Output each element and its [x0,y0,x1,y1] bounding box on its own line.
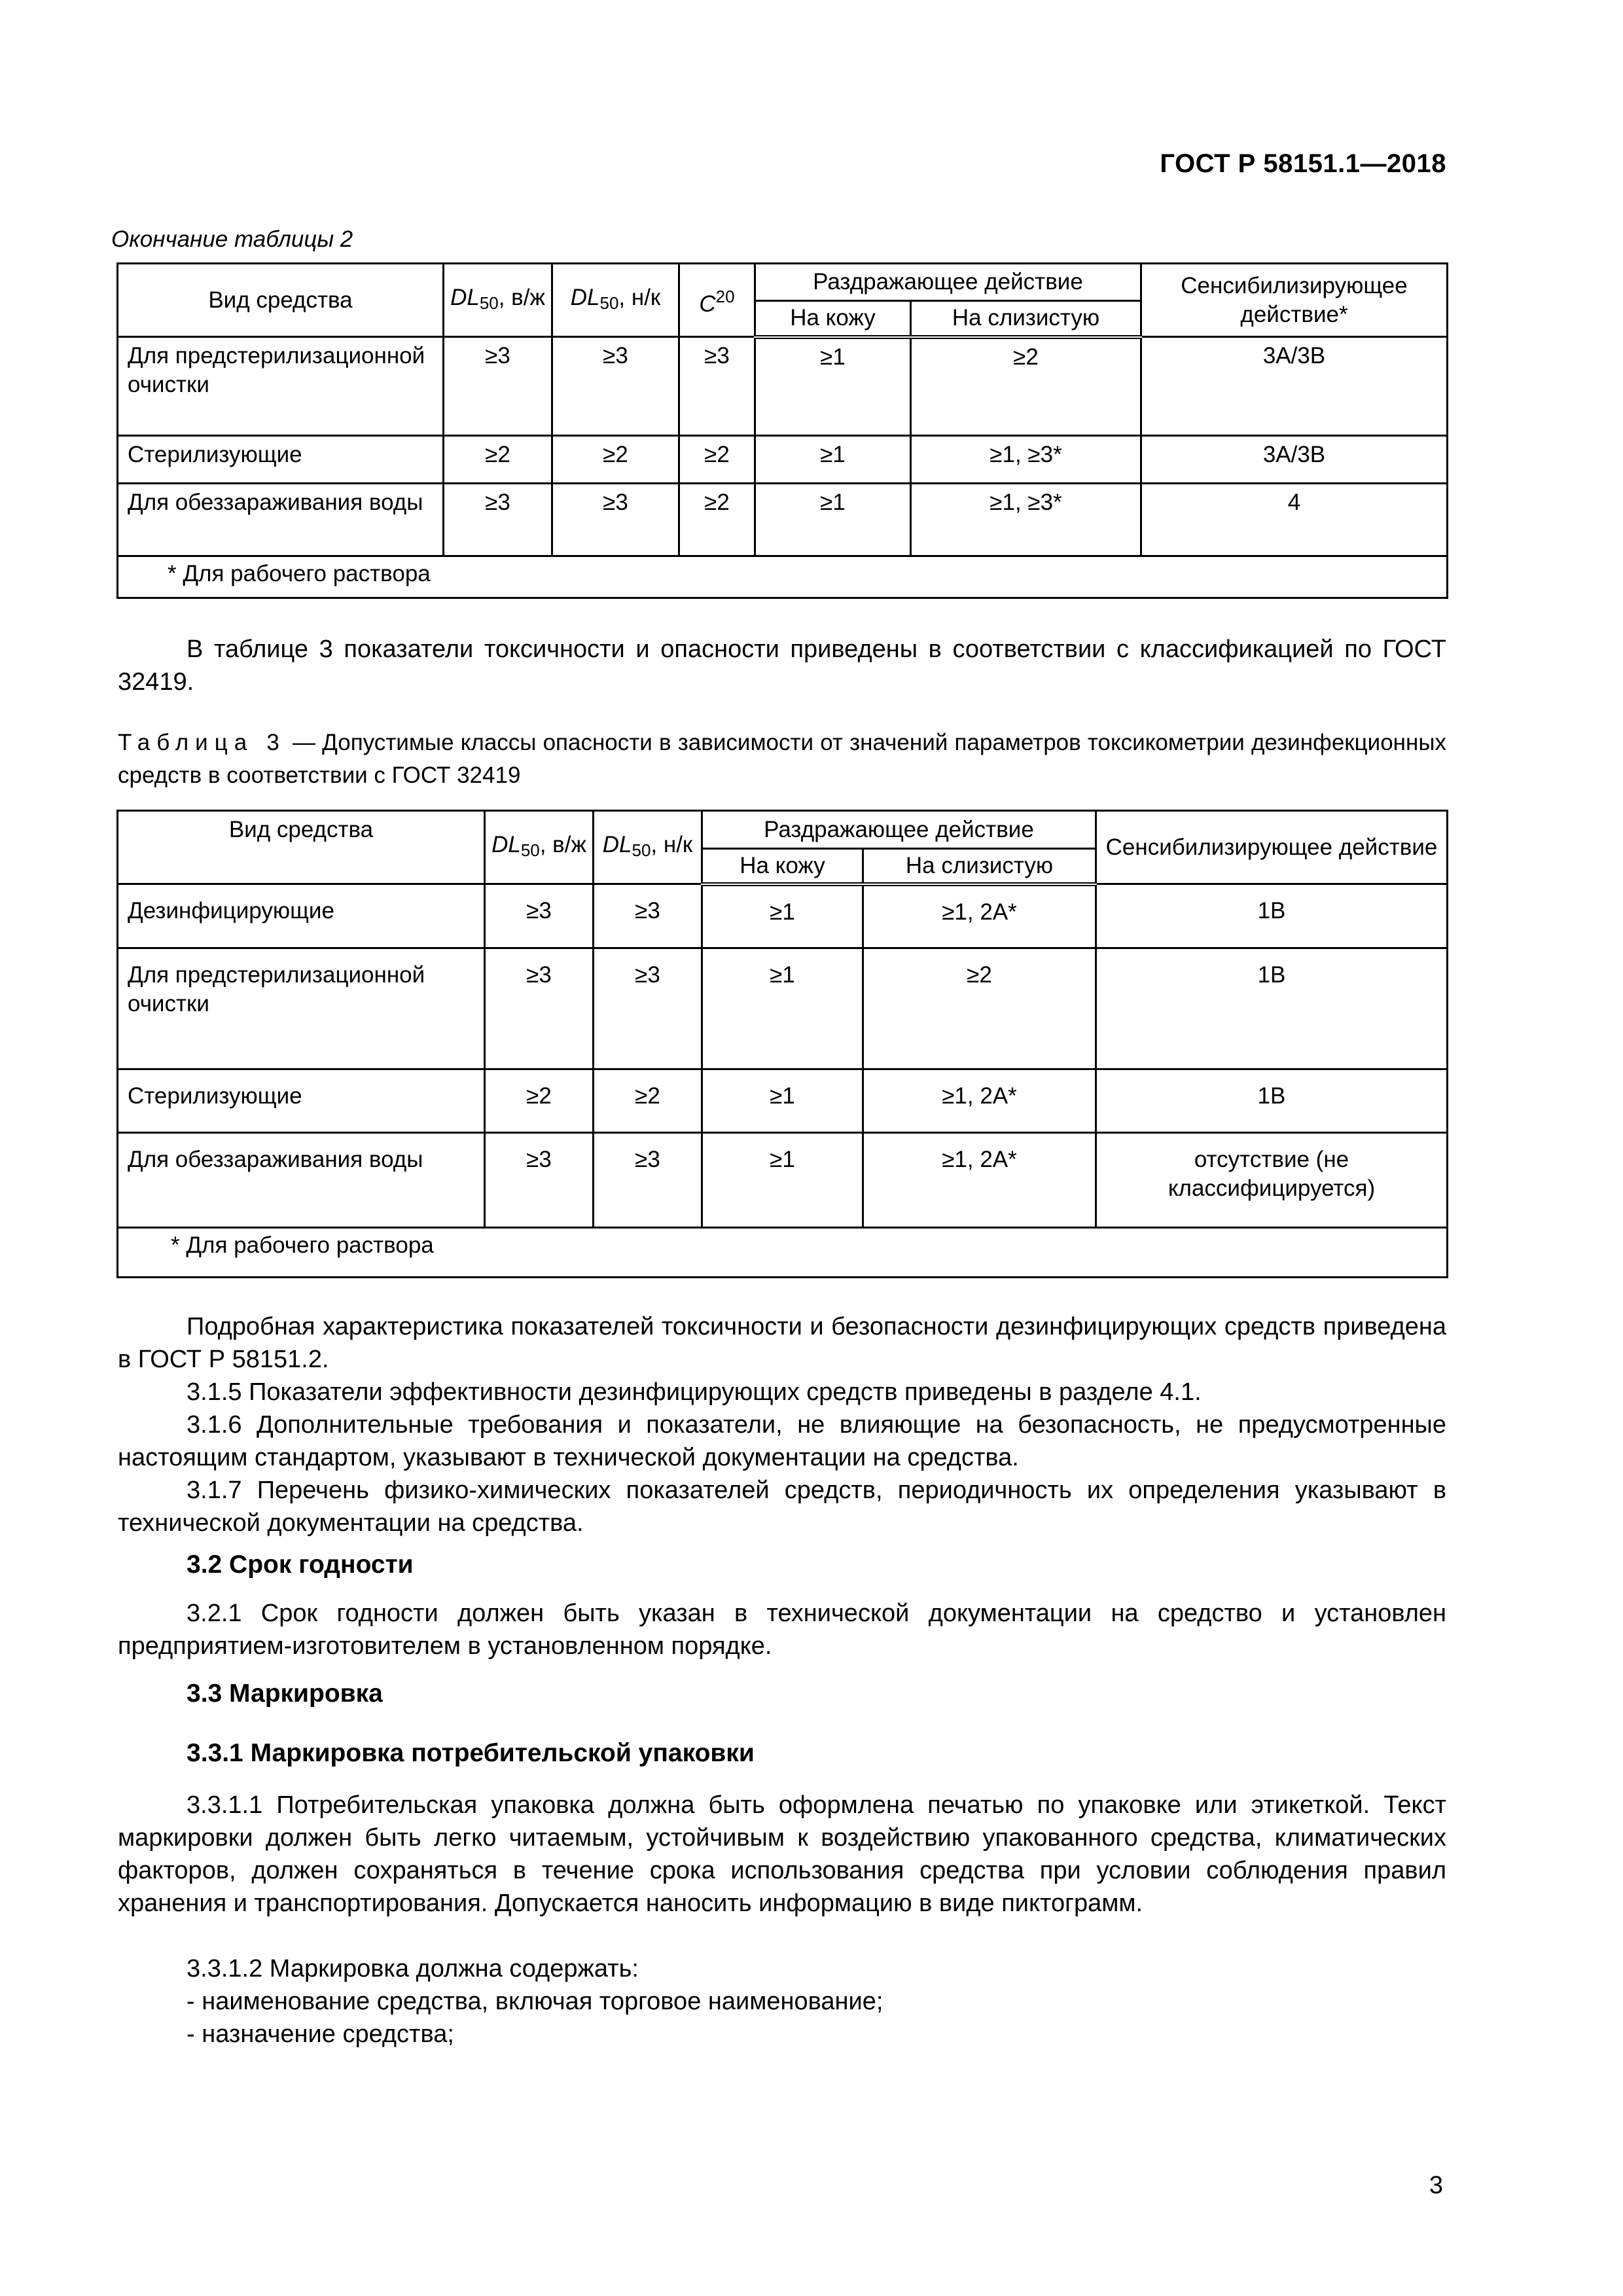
table2-note-row [118,556,1448,598]
cell-dl-vzh: ≥3 [485,948,594,1069]
table2-header-row-1 [118,264,1448,301]
cell-sensitization: 3А/3В [1141,436,1448,484]
cell-skin: ≥1 [702,948,863,1069]
cell-mucosa: ≥1, ≥3* [911,484,1141,556]
table2-header-sensitization: Сенсибилизирующее действие* [1141,264,1448,337]
table3-title [118,726,1446,792]
paragraph-3-1-5: 3.1.5 Показатели эффективности дезинфицирующих средств приведены в разделе 4.1. [187,1378,1202,1406]
cell-skin: ≥1 [755,337,911,436]
cell-dl-vzh: ≥2 [485,1069,594,1133]
table2 [116,262,1448,599]
cell-mucosa: ≥1, 2А* [863,1069,1096,1133]
cell-dl-vzh: ≥3 [444,337,552,436]
table3-note: * Для рабочего раствора [118,1228,1448,1278]
cell-dl-vzh: ≥3 [485,884,594,948]
cell-c20: ≥2 [679,436,755,484]
cell-dl-vzh: ≥3 [444,484,552,556]
table-row [118,484,1448,556]
table2-header-type: Вид средства [118,264,444,337]
paragraph-3-1-7: 3.1.7 Перечень физико-химических показателей средств, периодичность их определения указывают в технической документации на средства. [118,1477,1446,1537]
table3-header-row-1 [118,811,1448,849]
heading-3-2: 3.2 Срок годности [187,1551,414,1579]
table3-note-row [118,1228,1448,1278]
cell-skin: ≥1 [702,884,863,948]
table3 [116,810,1448,1278]
paragraph-3-3-1-2: 3.3.1.2 Маркировка должна содержать: [187,1955,639,1982]
cell-mucosa: ≥2 [911,337,1141,436]
table2-caption: Окончание таблицы 2 [111,226,353,252]
cell-dl-vzh: ≥2 [444,436,552,484]
cell-sensitization: 1В [1096,948,1448,1069]
cell-mucosa: ≥1, 2А* [863,884,1096,948]
list-item: - наименование средства, включая торговое наименование; [187,1988,883,2015]
cell-c20: ≥3 [679,337,755,436]
table2-header-c20: $C^{20}$ [679,264,755,337]
table2-header-skin: На кожу [755,301,911,337]
cell-dl-nk: ≥3 [552,337,679,436]
table3-header-sensitization: Сенсибилизирующее действие [1096,811,1448,884]
cell-sensitization: отсутствие (не классифицируется) [1096,1133,1448,1228]
paragraph-3-2-1: 3.2.1 Срок годности должен быть указан в технической документации на средство и установлен предприятием-изготовителем в установленном порядке. [118,1600,1446,1660]
cell-dl-nk: ≥2 [594,1069,702,1133]
paragraph-3-3-1-1: 3.3.1.1 Потребительская упаковка должна быть оформлена печатью по упаковке или этикеткой. Текст маркировки должен быть легко читаемым, устойчивым к воздействию упакованного средства, климатических факторов, должен сохраняться в течение срока использования средства при условии соблюдения правил хранения и транспортирования. Допускается наносить информацию в виде пиктограмм. [118,1791,1446,1917]
table3-title-text: — Допустимые классы опасности в зависимости от значений параметров токсикометрии дезинфекционных средств в соответствии с ГОСТ 32419 [118,730,1446,788]
cell-dl-nk: ≥3 [552,484,679,556]
table-row [118,948,1448,1069]
cell-mucosa: ≥1, ≥3* [911,436,1141,484]
row-name: Для предстерилизационной очистки [118,948,485,1069]
table3-header-dl-nk: $DL_{50}$, н/к [594,811,702,884]
table2-note: * Для рабочего раствора [118,556,1448,598]
cell-c20: ≥2 [679,484,755,556]
cell-dl-nk: ≥3 [594,884,702,948]
table-row [118,884,1448,948]
paragraph-3-1-6: 3.1.6 Дополнительные требования и показатели, не влияющие на безопасность, не предусмотренные настоящим стандартом, указывают в технической документации на средства. [118,1411,1446,1471]
table3-title-label: Таблица 3 [118,730,286,755]
row-name: Для предстерилизационной очистки [118,337,444,436]
cell-dl-nk: ≥3 [594,948,702,1069]
table3-header-mucosa: На слизистую [863,849,1096,884]
cell-sensitization: 1В [1096,1069,1448,1133]
cell-dl-nk: ≥3 [594,1133,702,1228]
paragraph-detail: Подробная характеристика показателей токсичности и безопасности дезинфицирующих средств приведена в ГОСТ Р 58151.2. [118,1313,1446,1373]
table-row [118,1069,1448,1133]
table3-header-irritation: Раздражающее действие [702,811,1096,849]
table-row [118,436,1448,484]
heading-3-3-1: 3.3.1 Маркировка потребительской упаковки [187,1739,755,1767]
page-number: 3 [1429,2172,1443,2199]
row-name: Для обеззараживания воды [118,1133,485,1228]
table3-header-skin: На кожу [702,849,863,884]
table3-header-type: Вид средства [118,811,485,884]
cell-dl-nk: ≥2 [552,436,679,484]
table-row [118,1133,1448,1228]
cell-skin: ≥1 [702,1069,863,1133]
heading-3-3: 3.3 Маркировка [187,1679,383,1708]
cell-skin: ≥1 [702,1133,863,1228]
row-name: Стерилизующие [118,1069,485,1133]
row-name: Стерилизующие [118,436,444,484]
cell-mucosa: ≥1, 2А* [863,1133,1096,1228]
list-item: - назначение средства; [187,2020,454,2048]
table2-header-irritation: Раздражающее действие [755,264,1141,301]
intro-paragraph: В таблице 3 показатели токсичности и опасности приведены в соответствии с классификацией по ГОСТ 32419. [118,636,1446,696]
row-name: Для обеззараживания воды [118,484,444,556]
cell-mucosa: ≥2 [863,948,1096,1069]
table-row [118,337,1448,436]
table2-header-dl-nk: $DL_{50}$, н/к [552,264,679,337]
cell-sensitization: 3А/3В [1141,337,1448,436]
cell-skin: ≥1 [755,436,911,484]
cell-skin: ≥1 [755,484,911,556]
table3-header-dl-vzh: $DL_{50}$, в/ж [485,811,594,884]
row-name: Дезинфицирующие [118,884,485,948]
table2-header-mucosa: На слизистую [911,301,1141,337]
cell-dl-vzh: ≥3 [485,1133,594,1228]
document-code: ГОСТ Р 58151.1—2018 [1160,149,1446,178]
cell-sensitization: 4 [1141,484,1448,556]
cell-sensitization: 1В [1096,884,1448,948]
table2-header-dl-vzh: $DL_{50}$, в/ж [444,264,552,337]
